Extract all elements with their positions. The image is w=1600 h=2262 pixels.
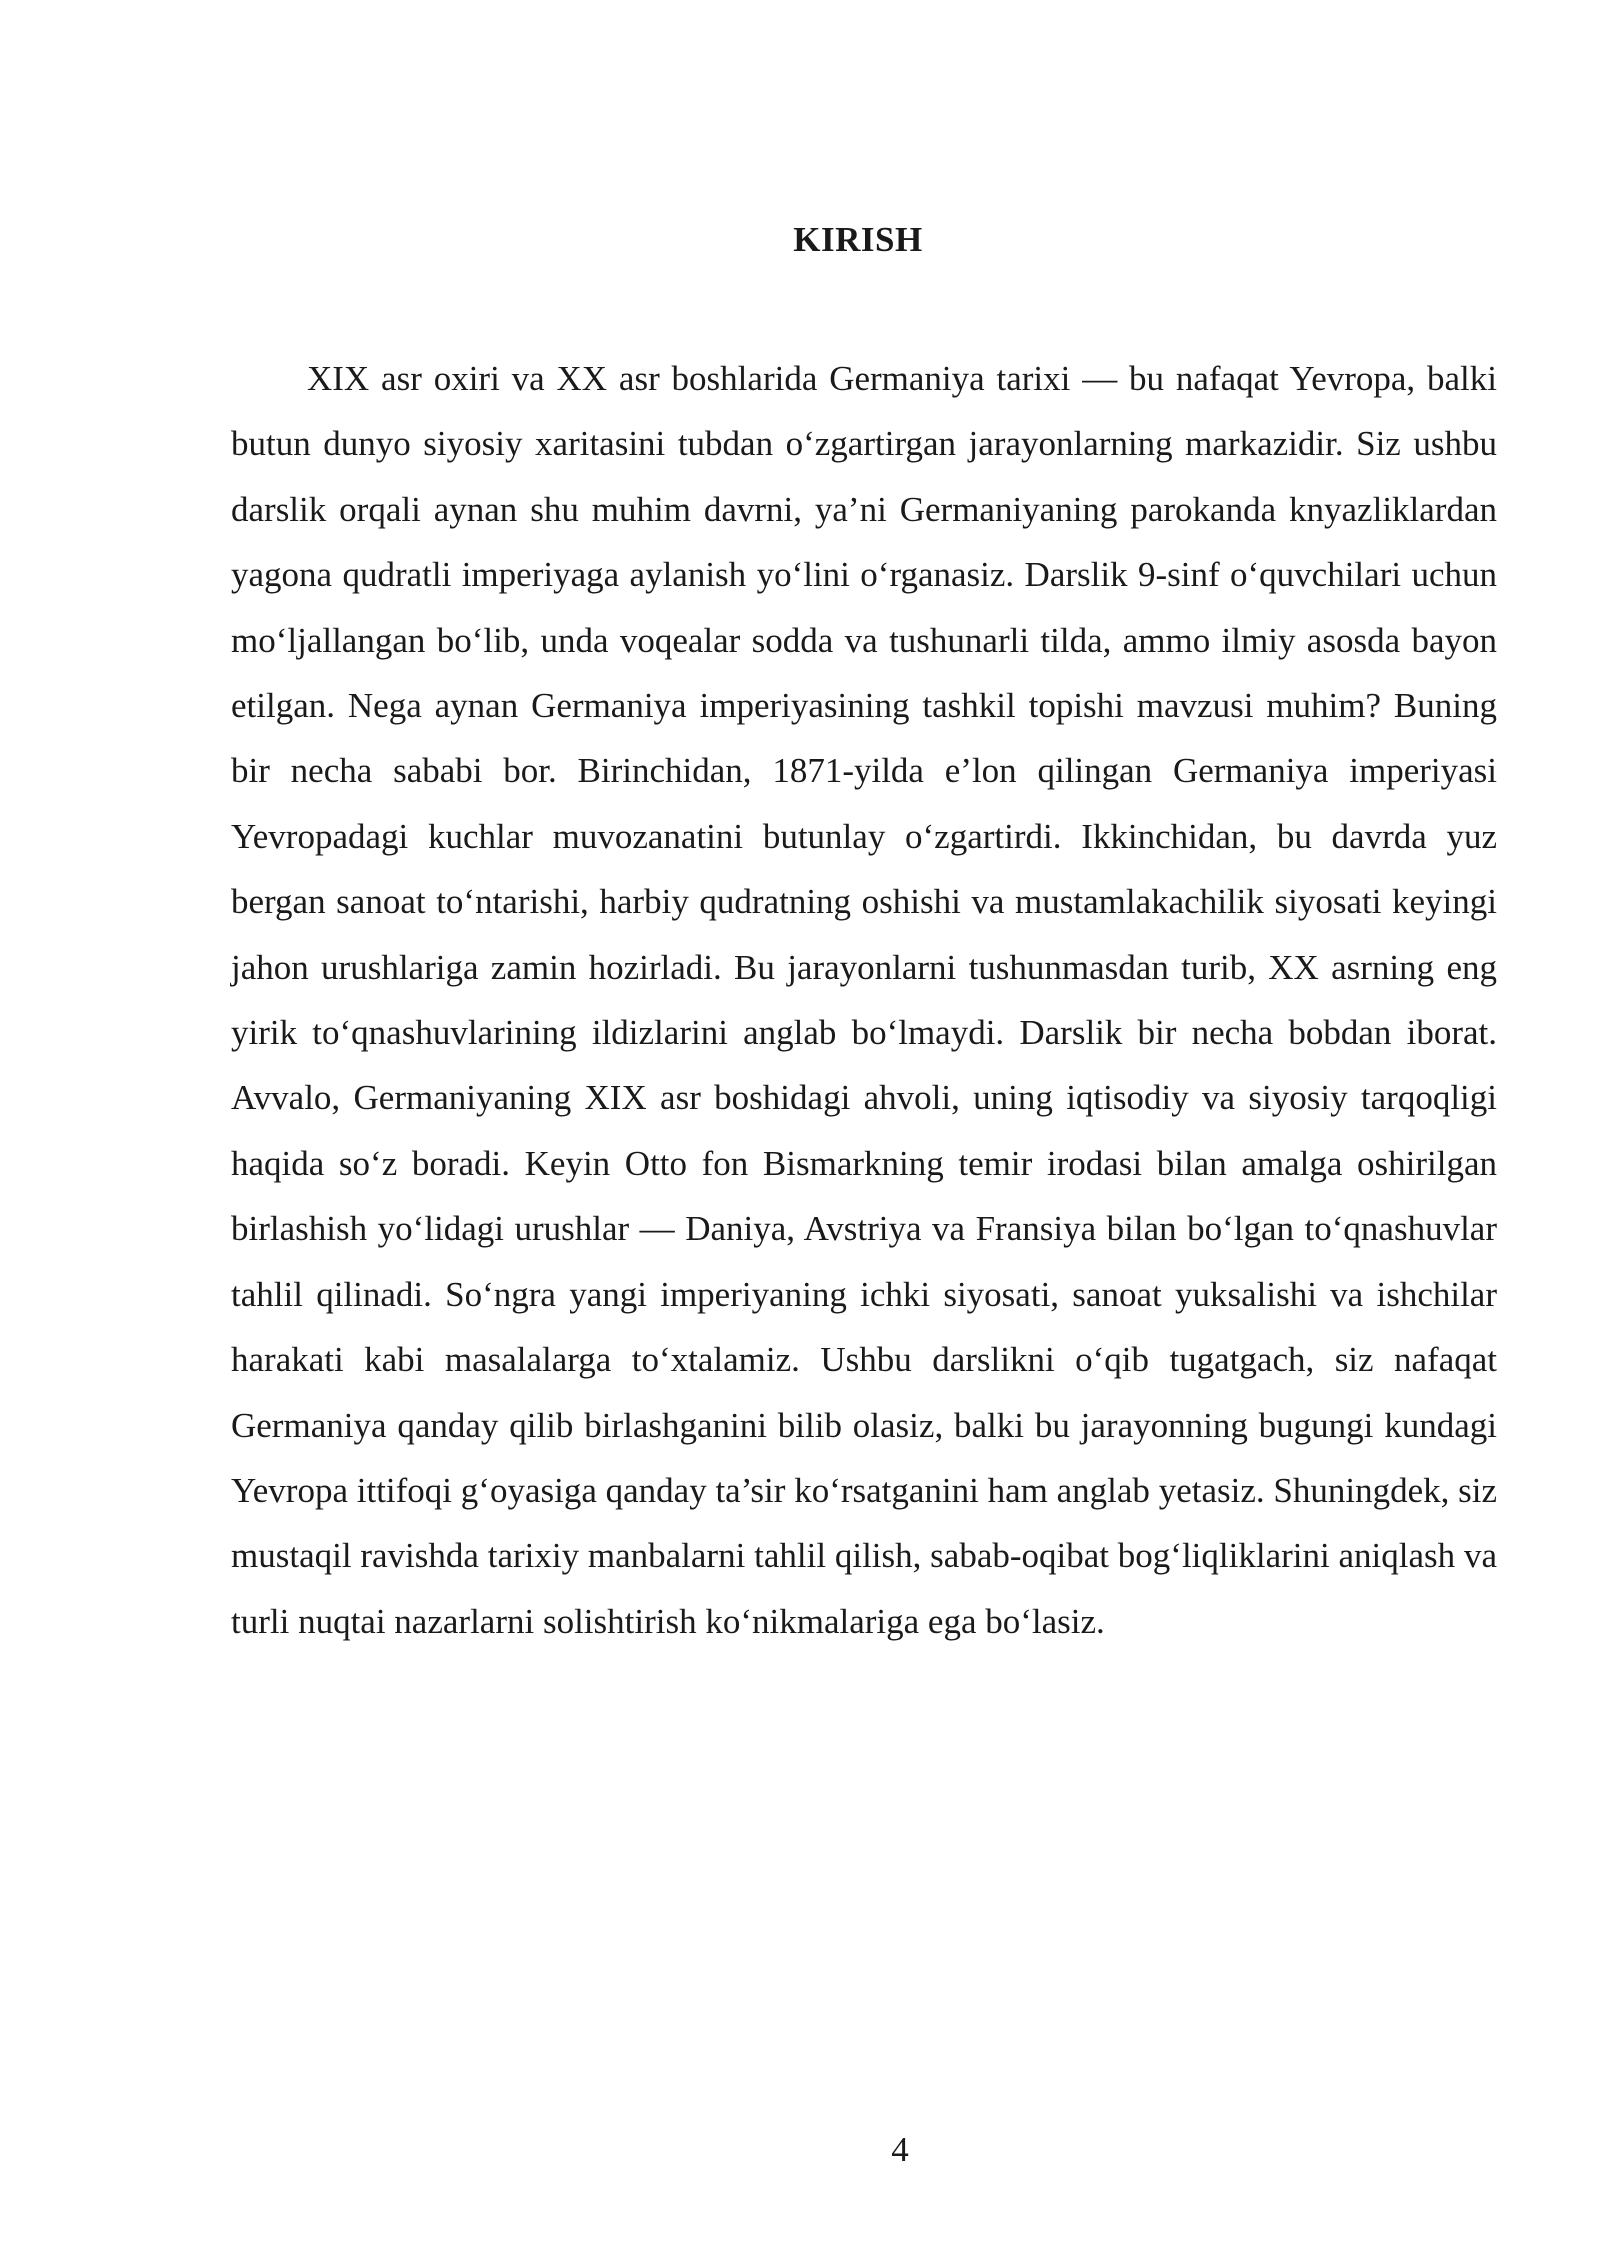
page-number: 4 (891, 2130, 909, 2169)
body-paragraph: XIX asr oxiri va XX asr boshlarida Germaniya tarixi — bu nafaqat Yevropa, balki butun dunyo siyosiy xaritasini tubdan o‘zgartirgan jarayonlarning markazidir. Siz ushbu darslik orqali aynan shu muhim davrni, ya’ni Germaniyaning parokanda knyazliklardan yagona qudratli imperiyaga aylanish yo‘lini o‘rganasiz. Darslik 9-sinf o‘quvchilari uchun mo‘ljallangan bo‘lib, unda voqealar sodda va tushunarli tilda, ammo ilmiy asosda bayon etilgan. Nega aynan Germaniya imperiyasining tashkil topishi mavzusi muhim? Buning bir necha sababi bor. Birinchidan, 1871-yilda e’lon qilingan Germaniya imperiyasi Yevropadagi kuchlar muvozanatini butunlay o‘zgartirdi. Ikkinchidan, bu davrda yuz bergan sanoat to‘ntarishi, harbiy qudratning oshishi va mustamlakachilik siyosati keyingi jahon urushlariga zamin hozirladi. Bu jarayonlarni tushunmasdan turib, XX asrning eng yirik to‘qnashuvlarining ildizlarini anglab bo‘lmaydi. Darslik bir necha bobdan iborat. Avvalo, Germaniyaning XIX asr boshidagi ahvoli, uning iqtisodiy va siyosiy tarqoqligi haqida so‘z boradi. Keyin Otto fon Bismarkning temir irodasi bilan amalga oshirilgan birlashish yo‘lidagi urushlar — Daniya, Avstriya va Fransiya bilan bo‘lgan to‘qnashuvlar tahlil qilinadi. So‘ngra yangi imperiyaning ichki siyosati, sanoat yuksalishi va ishchilar harakati kabi masalalarga to‘xtalamiz. Ushbu darslikni o‘qib tugatgach, siz nafaqat Germaniya qanday qilib birlashganini bilib olasiz, balki bu jarayonning bugungi kundagi Yevropa ittifoqi g‘oyasiga qanday ta’sir ko‘rsatganini ham anglab yetasiz. Shuningdek, siz mustaqil ravishda tarixiy manbalarni tahlil qilish, sabab-oqibat bog‘liqliklarini aniqlash va turli nuqtai nazarlarni solishtirish ko‘nikmalariga ega bo‘lasiz. (231, 359, 1497, 1641)
section-heading: KIRISH (793, 220, 923, 259)
